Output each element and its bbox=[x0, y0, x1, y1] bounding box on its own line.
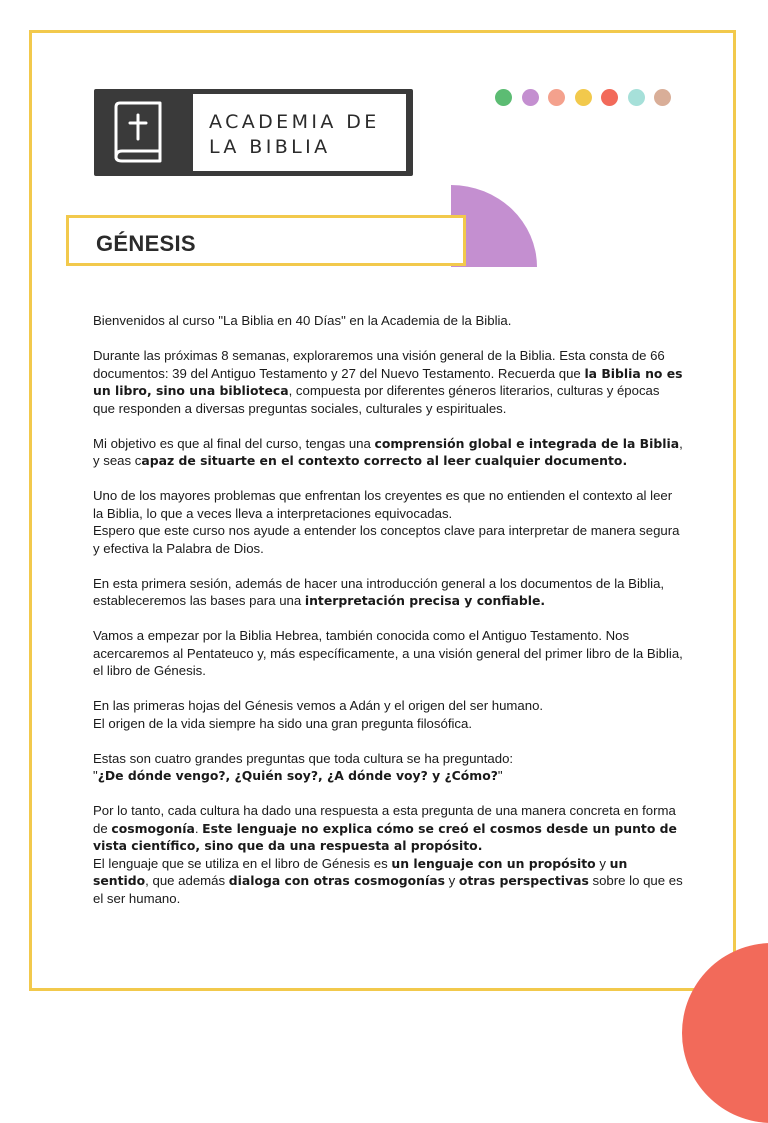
logo-text bbox=[193, 94, 406, 171]
color-dot bbox=[495, 89, 512, 106]
logo bbox=[94, 89, 413, 176]
body-paragraph bbox=[93, 627, 683, 680]
body-paragraph bbox=[93, 802, 683, 907]
title-box bbox=[66, 215, 466, 266]
body-paragraph bbox=[93, 697, 683, 732]
color-dot bbox=[522, 89, 539, 106]
text: , y seas c bbox=[93, 435, 683, 468]
text: , compuesta por diferentes géneros literarios, culturas y épocas que responden a diversas preguntas sociales, culturales y espirituales. bbox=[93, 383, 660, 416]
text: Durante las próximas 8 semanas, exploraremos una visión general de la Biblia. Esta consta de 66 documentos: 39 del Antiguo Testamento y 27 del Nuevo Testamento. Recuerda que bbox=[93, 348, 665, 381]
text: Mi objetivo es que al final del curso, tengas una bbox=[93, 435, 375, 451]
text: Uno de los mayores problemas que enfrentan los creyentes es que no entienden el contexto al leer la Biblia, lo que a veces lleva a interpretaciones equivocadas. bbox=[93, 488, 673, 521]
color-dot bbox=[628, 89, 645, 106]
bold-text: apaz de situarte en el contexto correcto al leer cualquier documento. bbox=[141, 453, 628, 468]
text: Por lo tanto, cada cultura ha dado una respuesta a esta pregunta de una manera concreta en forma de bbox=[93, 803, 676, 836]
color-dot bbox=[601, 89, 618, 106]
body-paragraph bbox=[93, 312, 683, 330]
body-paragraph bbox=[93, 435, 683, 470]
text: El origen de la vida siempre ha sido una gran pregunta filosófica. bbox=[93, 715, 473, 731]
page-title: GÉNESIS bbox=[96, 231, 196, 256]
bold-text: interpretación precisa y confiable. bbox=[304, 593, 546, 608]
text: Vamos a empezar por la Biblia Hebrea, también conocida como el Antiguo Testamento. Nos acercaremos al Pentateuco y, más específicamente, a una visión general del primer libro de la Biblia, el libro de Génesis. bbox=[93, 628, 683, 678]
body-paragraph bbox=[93, 575, 683, 610]
text: y bbox=[595, 855, 610, 871]
bold-text: un sentido bbox=[93, 855, 628, 888]
bold-text: la Biblia no es un libro, sino una biblioteca bbox=[93, 365, 683, 398]
text: En las primeras hojas del Génesis vemos a Adán y el origen del ser humano. bbox=[93, 698, 544, 713]
text: Espero que este curso nos ayude a entender los conceptos clave para interpretar de manera segura y efectiva la Palabra de Dios. bbox=[93, 523, 680, 556]
text: " bbox=[497, 768, 503, 783]
body-paragraph bbox=[93, 487, 683, 557]
text: " bbox=[93, 768, 98, 783]
bold-text: ¿De dónde vengo?, ¿Quién soy?, ¿A dónde voy? y ¿Cómo? bbox=[97, 768, 498, 783]
color-dot bbox=[575, 89, 592, 106]
text: y bbox=[444, 873, 459, 888]
text: sobre lo que es el ser humano. bbox=[93, 873, 683, 906]
text: En esta primera sesión, además de hacer una introducción general a los documentos de la Biblia, estableceremos las bases para una bbox=[93, 575, 665, 608]
logo-line-1: ACADEMIA DE bbox=[209, 111, 380, 133]
text: Bienvenidos al curso "La Biblia en 40 Días" en la Academia de la Biblia. bbox=[93, 313, 512, 328]
bold-text: otras perspectivas bbox=[458, 873, 589, 888]
text: Estas son cuatro grandes preguntas que toda cultura se ha preguntado: bbox=[93, 750, 514, 766]
bible-book-cross-icon bbox=[108, 99, 170, 165]
bold-text: un lenguaje con un propósito bbox=[391, 855, 596, 871]
body-content bbox=[93, 312, 683, 925]
bold-text: Este lenguaje no explica cómo se creó el cosmos desde un punto de vista científico, sino que da una respuesta al propósito. bbox=[93, 820, 677, 853]
bold-text: dialoga con otras cosmogonías bbox=[228, 873, 445, 888]
text: El lenguaje que se utiliza en el libro de Génesis es bbox=[93, 855, 392, 871]
bold-text: cosmogonía bbox=[111, 820, 195, 836]
body-paragraph bbox=[93, 750, 683, 785]
body-paragraph bbox=[93, 347, 683, 417]
text: . bbox=[194, 820, 203, 836]
logo-line-2: LA BIBLIA bbox=[209, 136, 331, 158]
color-dot bbox=[654, 89, 671, 106]
text: , que además bbox=[145, 873, 229, 888]
color-dot bbox=[548, 89, 565, 106]
bold-text: comprensión global e integrada de la Biblia bbox=[374, 435, 680, 451]
